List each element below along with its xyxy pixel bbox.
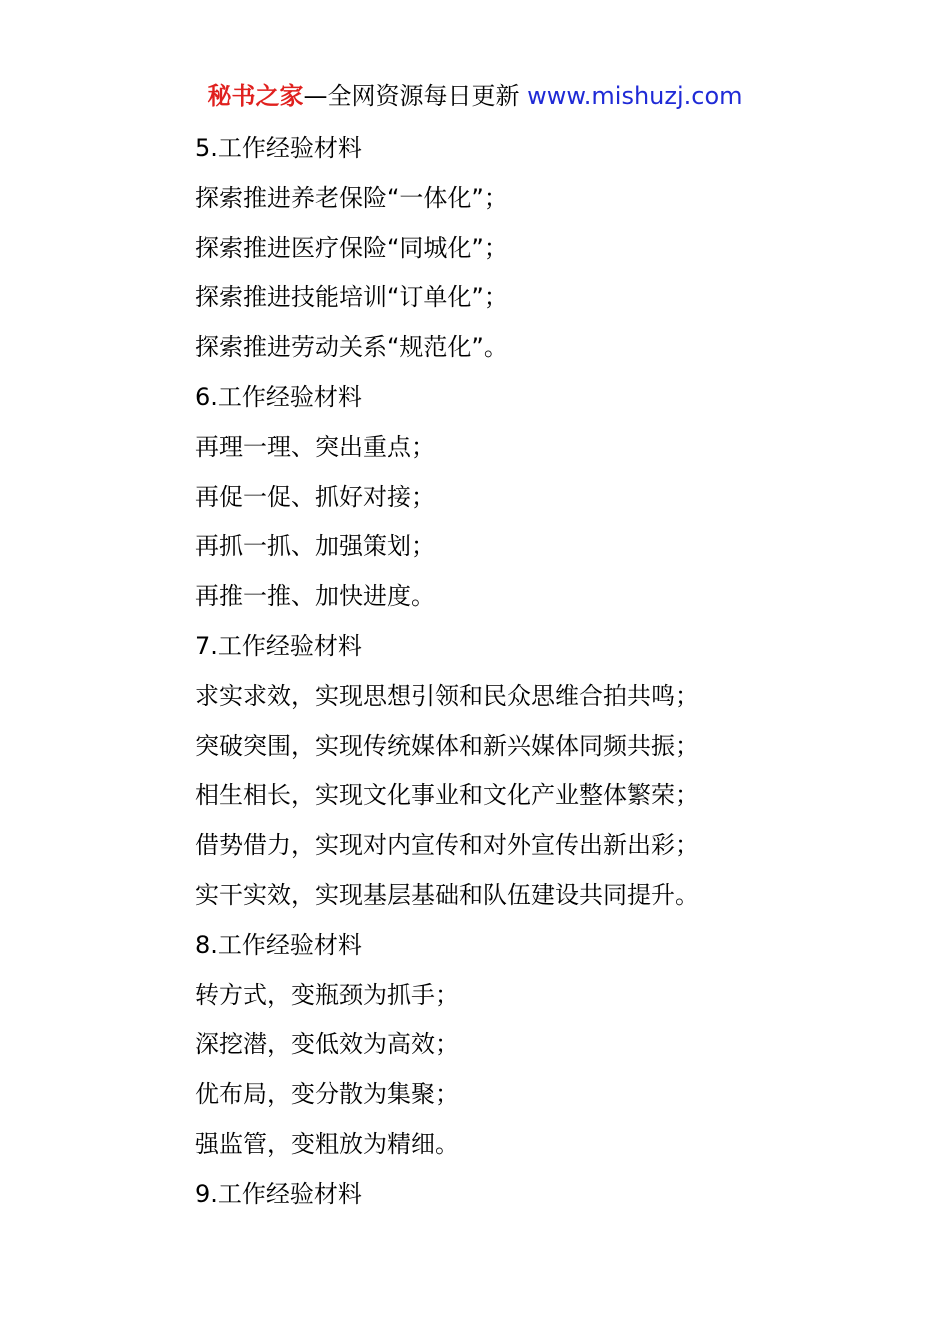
- document-body: [195, 124, 915, 1220]
- text-line: 实干实效，实现基层基础和队伍建设共同提升。: [195, 880, 699, 909]
- page-header: [0, 80, 950, 112]
- text-line: 再理一理、突出重点；: [195, 432, 435, 461]
- text-line: 转方式，变瓶颈为抓手；: [195, 980, 459, 1009]
- text-line: 再抓一抓、加强策划；: [195, 532, 435, 561]
- section-heading-6: 6.工作经验材料: [195, 382, 362, 411]
- text-line: 再促一促、抓好对接；: [195, 482, 435, 511]
- section-heading-7: 7.工作经验材料: [195, 631, 362, 660]
- text-line: 优布局，变分散为集聚；: [195, 1080, 459, 1109]
- text-line: 突破突围，实现传统媒体和新兴媒体同频共振；: [195, 731, 699, 760]
- text-line: 探索推进技能培训“订单化”；: [195, 283, 508, 312]
- site-url-link[interactable]: www.mishuzj.com: [527, 82, 743, 110]
- text-line: 探索推进医疗保险“同城化”；: [195, 233, 508, 262]
- section-heading-8: 8.工作经验材料: [195, 930, 362, 959]
- text-line: 探索推进劳动关系“规范化”。: [195, 333, 508, 362]
- header-tagline: —全网资源每日更新: [303, 82, 520, 110]
- text-line: 借势借力，实现对内宣传和对外宣传出新出彩；: [195, 831, 699, 860]
- brand-name: 秘书之家: [207, 82, 304, 110]
- text-line: 再推一推、加快进度。: [195, 582, 435, 611]
- text-line: 求实求效，实现思想引领和民众思维合拍共鸣；: [195, 681, 699, 710]
- text-line: 探索推进养老保险“一体化”；: [195, 183, 508, 212]
- text-line: 相生相长，实现文化事业和文化产业整体繁荣；: [195, 781, 699, 810]
- section-heading-9: 9.工作经验材料: [195, 1179, 362, 1208]
- section-heading-5: 5.工作经验材料: [195, 134, 362, 162]
- text-line: 深挖潜，变低效为高效；: [195, 1030, 459, 1059]
- text-line: 强监管，变粗放为精细。: [195, 1129, 459, 1158]
